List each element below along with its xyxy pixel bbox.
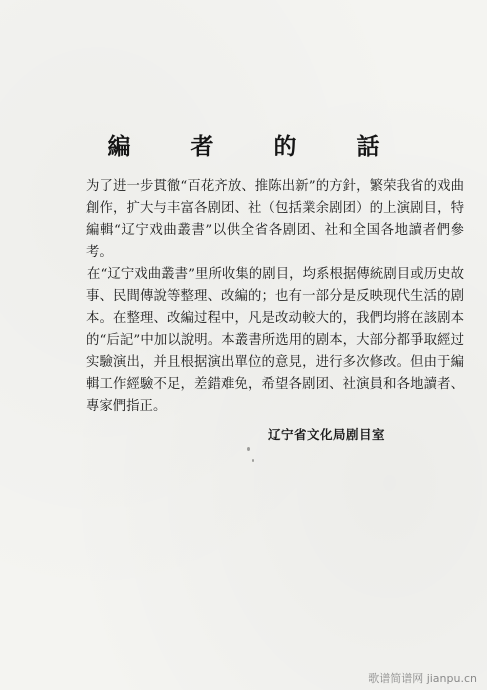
paragraph-2: 在“辽宁戏曲叢書”里所收集的剧目，均系根据傳統剧目或历史故事、民間傳說等整理、改編的；也有一部分是反映现代生活的剧本。在整理、改編过程中，凡是改动較大的，我們均將在該剧本的“后記”中加以說明。本叢書所选用的剧本，大部分都爭取經过实驗演出，并且根据演出單位的意見，进行多次修改。但由于編輯工作經驗不足，差錯难免，希望各剧团、社演員和各地讀者、專家們指正。 (86, 267, 464, 414)
scan-speck (247, 447, 250, 451)
page-title: 編 者 的 話 (107, 133, 406, 160)
preface-body (86, 176, 464, 418)
watermark: 歌谱简谱网 jianpu.cn (368, 672, 477, 685)
scan-speck (252, 459, 254, 462)
signature: 辽宁省文化局剧目室 (268, 427, 386, 442)
paragraph-1: 为了进一步貫徹“百花齐放、推陈出新”的方針，繁荣我省的戏曲創作，扩大与丰富各剧团、社（包括業余剧团）的上演剧目，特編輯“辽宁戏曲叢書”以供全省各剧团、社和全国各地讀者們參考。 (86, 179, 464, 260)
